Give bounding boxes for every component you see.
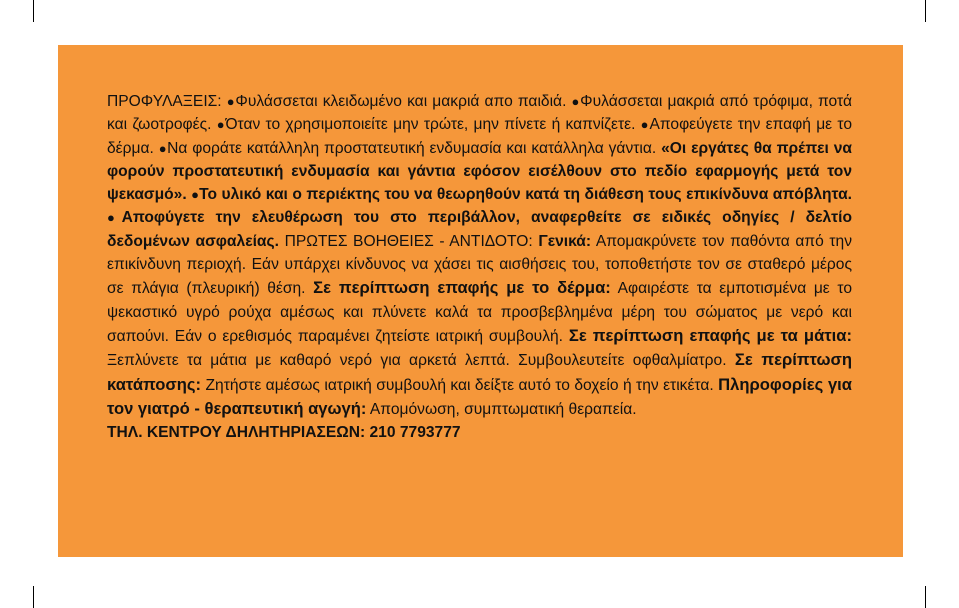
precaution-item: Φυλάσσεται κλειδωμένο και μακριά απο παιδιά. — [235, 93, 567, 110]
bullet-icon: ● — [216, 117, 226, 133]
general-text: Απομακρύνετε τον παθόντα από την επικίνδυνη περιοχή. Εάν υπάρχει κίνδυνος να χάσει τις αισθήσεις του, τοποθετήστε τον σε σταθερό μέρος σε πλάγια (πλευρική) θέση. — [107, 232, 852, 298]
precaution-item: Όταν το χρησιμοποιείτε μην τρώτε, μην πίνετε ή καπνίζετε. — [225, 116, 636, 134]
poison-center-phone: ΤΗΛ. ΚΕΝΤΡΟΥ ΔΗΛΗΤΗΡΙΑΣΕΩΝ: 210 7793777 — [107, 424, 461, 442]
bullet-icon: ● — [191, 187, 200, 203]
general-label: Γενικά: — [538, 232, 592, 250]
precautions-heading: ΠΡΟΦΥΛΑΞΕΙΣ: — [107, 93, 222, 110]
bullet-icon: ● — [571, 94, 581, 109]
crop-mark-bottom-left — [33, 586, 34, 608]
doctor-info-text: Απομόνωση, συμπτωματική θεραπεία. — [369, 400, 637, 418]
precaution-item: Αποφύγετε την ελευθέρωση του στο περιβάλλον, αναφερθείτε σε ειδικές οδηγίες / δελτίο δεδομένων ασφαλείας. — [107, 209, 852, 250]
first-aid-heading: ΠΡΩΤΕΣ ΒΟΗΘΕΙΕΣ - ΑΝΤΙΔΟΤΟ: — [284, 232, 533, 250]
precaution-item: Αποφεύγετε την επαφή με το δέρμα. — [107, 116, 852, 157]
bullet-icon: ● — [226, 94, 236, 109]
crop-mark-top-left — [33, 0, 34, 22]
crop-mark-bottom-right — [925, 586, 926, 608]
skin-contact-text: Αφαιρέστε τα εμποτισμένα με το ψεκαστικό υγρό ρούχα αμέσως και πλύνετε καλά τα προσβεβλημένα μέρη του σώματος με νερό και σαπούνι. Εάν ο ερεθισμός παραμένει ζητείστε ιατρική συμβουλή. — [107, 280, 852, 345]
bullet-icon: ● — [107, 210, 122, 226]
precaution-item: Να φοράτε κατάλληλη προστατευτική ενδυμασία και κατάλληλα γάντια. — [167, 139, 657, 157]
precaution-item: Φυλάσσεται μακριά από τρόφιμα, ποτά και ζωοτροφές. — [107, 93, 852, 134]
skin-contact-label: Σε περίπτωση επαφής με το δέρμα: — [313, 278, 611, 298]
ingestion-label: Σε περίπτωση κατάποσης: — [107, 350, 852, 394]
precaution-item: «Οι εργάτες θα πρέπει να φορούν προστατευτική ενδυμασία και γάντια εφόσον εισέλθουν στο πεδίο εφαρμογής μετά τον ψεκασμό». — [107, 139, 852, 204]
ingestion-text: Ζητήστε αμέσως ιατρική συμβουλή και δείξτε αυτό το δοχείο ή την ετικέτα. — [205, 376, 714, 394]
crop-mark-top-right — [925, 0, 926, 22]
doctor-info-label: Πληροφορίες για τον γιατρό - θεραπευτική αγωγή: — [107, 374, 852, 418]
eye-contact-text: Ξεπλύνετε τα μάτια με καθαρό νερό για αρκετά λεπτά. Συμβουλευτείτε οφθαλμίατρο. — [107, 352, 727, 370]
eye-contact-label: Σε περίπτωση επαφής με τα μάτια: — [568, 325, 853, 345]
bullet-icon: ● — [640, 117, 650, 133]
precaution-item: Το υλικό και ο περιέκτης του να θεωρηθούν κατά τη διάθεση τους επικίνδυνα απόβλητα. — [199, 186, 852, 204]
safety-label-text — [107, 90, 852, 444]
bullet-icon: ● — [158, 140, 168, 156]
